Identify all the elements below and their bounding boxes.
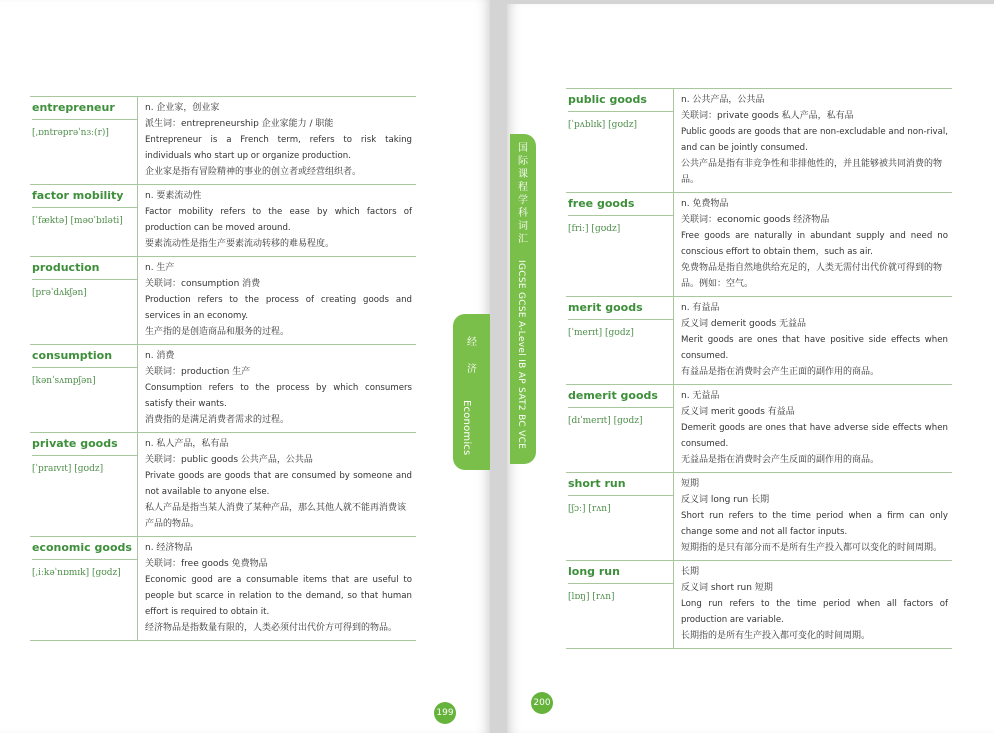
chinese-definition: 要素流动性是指生产要素流动转移的难易程度。 bbox=[145, 239, 335, 249]
phonetic: [prəˈdʌkʃən] bbox=[32, 288, 87, 298]
term-cell bbox=[30, 345, 138, 432]
definition-cell bbox=[674, 385, 952, 472]
phonetic: [kənˈsʌmpʃən] bbox=[32, 376, 96, 386]
english-definition: Entrepreneur is a French term, refers to risk taking individuals who start up or organize production. bbox=[145, 135, 412, 161]
related-word: 关联词：public goods 公共产品，公共品 bbox=[145, 455, 313, 465]
series-char: 词 bbox=[518, 221, 528, 232]
english-definition: Merit goods are ones that have positive side effects when consumed. bbox=[681, 335, 948, 361]
chinese-definition: 消费指的是满足消费者需求的过程。 bbox=[145, 415, 290, 425]
page-number-left: 199 bbox=[434, 702, 456, 724]
definition-cell bbox=[138, 97, 416, 184]
english-definition: Free goods are naturally in abundant supply and need no conscious effort to obtain them，such as air. bbox=[681, 231, 948, 257]
term: merit goods bbox=[568, 301, 674, 320]
glossary-entry bbox=[30, 433, 416, 537]
term-cell bbox=[566, 561, 674, 648]
subject-zh bbox=[460, 329, 484, 383]
phonetic: [ʃɔː] [rʌn] bbox=[568, 504, 611, 514]
term: entrepreneur bbox=[32, 101, 138, 120]
page-number-right: 200 bbox=[531, 692, 553, 714]
definition-cell bbox=[674, 193, 952, 296]
series-zh bbox=[515, 142, 531, 246]
glossary-entry bbox=[30, 96, 416, 185]
english-definition: Factor mobility refers to the ease by which factors of production can be moved around. bbox=[145, 207, 412, 233]
part-of-speech: n. 消费 bbox=[145, 351, 175, 361]
term-cell bbox=[566, 89, 674, 192]
english-definition: Economic good are a consumable items that are useful to people but scarce in relation to the demand, so that human effort is required to obtain it. bbox=[145, 575, 412, 617]
term-cell bbox=[566, 385, 674, 472]
glossary-entry bbox=[30, 257, 416, 345]
part-of-speech: n. 生产 bbox=[145, 263, 175, 273]
definition-cell bbox=[138, 345, 416, 432]
term-cell bbox=[566, 473, 674, 560]
definition-cell bbox=[138, 537, 416, 640]
series-char: 国 bbox=[518, 143, 528, 154]
subject-en: Economics bbox=[461, 400, 472, 456]
phonetic: [ˌɒntrəprəˈnɜː(r)] bbox=[32, 128, 109, 138]
chinese-definition: 企业家是指有冒险精神的事业的创立者或经营组织者。 bbox=[145, 167, 362, 177]
part-of-speech: n. 免费物品 bbox=[681, 199, 729, 209]
term: short run bbox=[568, 477, 674, 496]
chinese-definition: 私人产品是指当某人消费了某种产品，那么其他人就不能再消费该产品的物品。 bbox=[145, 503, 407, 529]
chinese-definition: 无益品是指在消费时会产生反面的副作用的商品。 bbox=[681, 455, 880, 465]
term-cell bbox=[30, 537, 138, 640]
term: free goods bbox=[568, 197, 674, 216]
phonetic: [ˈfæktə] [məʊˈbɪləti] bbox=[32, 216, 123, 226]
related-word: 反义词 long run 长期 bbox=[681, 495, 770, 505]
entries-right bbox=[566, 88, 952, 649]
term: private goods bbox=[32, 437, 138, 456]
definition-cell bbox=[674, 89, 952, 192]
entries-left bbox=[30, 96, 416, 641]
series-char: 程 bbox=[518, 182, 528, 193]
exams-list: IGCSE GCSE A-Level IB AP SAT2 BC VCE bbox=[516, 260, 526, 450]
related-word: 反义词 short run 短期 bbox=[681, 583, 773, 593]
phonetic: [dɪˈmerɪt] [gʊdz] bbox=[568, 416, 643, 426]
term-cell bbox=[566, 297, 674, 384]
chinese-definition: 免费物品是指自然地供给充足的，人类无需付出代价就可得到的物品。例如：空气。 bbox=[681, 263, 943, 289]
english-definition: Private goods are goods that are consumed by someone and not available to anyone else. bbox=[145, 471, 412, 497]
part-of-speech: n. 有益品 bbox=[681, 303, 720, 313]
glossary-entry bbox=[566, 385, 952, 473]
term-cell bbox=[566, 193, 674, 296]
english-definition: Public goods are goods that are non-excludable and non-rival, and can be jointly consumed. bbox=[681, 127, 948, 153]
glossary-entry bbox=[566, 561, 952, 649]
definition-cell bbox=[674, 561, 952, 648]
series-char: 汇 bbox=[518, 234, 528, 245]
glossary-entry bbox=[566, 297, 952, 385]
glossary-entry bbox=[566, 473, 952, 561]
glossary-entry bbox=[30, 537, 416, 641]
term: demerit goods bbox=[568, 389, 674, 408]
definition-cell bbox=[674, 473, 952, 560]
part-of-speech: 长期 bbox=[681, 567, 700, 577]
english-definition: Consumption refers to the process by which consumers satisfy their wants. bbox=[145, 383, 412, 409]
definition-cell bbox=[138, 185, 416, 256]
english-definition: Long run refers to the time period when all factors of production are variable. bbox=[681, 599, 948, 625]
related-word: 关联词：economic goods 经济物品 bbox=[681, 215, 830, 225]
definition-cell bbox=[674, 297, 952, 384]
definition-cell bbox=[138, 257, 416, 344]
part-of-speech: n. 要素流动性 bbox=[145, 191, 202, 201]
chinese-definition: 长期指的是所有生产投入都可变化的时间周期。 bbox=[681, 631, 871, 641]
phonetic: [ˈmerɪt] [gʊdz] bbox=[568, 328, 634, 338]
term: public goods bbox=[568, 93, 674, 112]
series-char: 课 bbox=[518, 169, 528, 180]
term: long run bbox=[568, 565, 674, 584]
chinese-definition: 短期指的是只有部分而不是所有生产投入都可以变化的时间周期。 bbox=[681, 543, 943, 553]
series-tab[interactable] bbox=[510, 134, 536, 464]
english-definition: Short run refers to the time period when a firm can only change some and not all factor inputs. bbox=[681, 511, 948, 537]
term-cell bbox=[30, 433, 138, 536]
chinese-definition: 经济物品是指数量有限的，人类必须付出代价方可得到的物品。 bbox=[145, 623, 398, 633]
related-word: 关联词：consumption 消费 bbox=[145, 279, 261, 289]
phonetic: [ˈpraɪvɪt] [gʊdz] bbox=[32, 464, 104, 474]
term-cell bbox=[30, 257, 138, 344]
subject-char: 济 bbox=[467, 364, 477, 375]
related-word: 关联词：production 生产 bbox=[145, 367, 251, 377]
term: factor mobility bbox=[32, 189, 138, 208]
subject-char: 经 bbox=[467, 337, 477, 348]
english-definition: Production refers to the process of creating goods and services in an economy. bbox=[145, 295, 412, 321]
economics-tab[interactable] bbox=[453, 314, 490, 470]
term: economic goods bbox=[32, 541, 138, 560]
term: production bbox=[32, 261, 138, 280]
chinese-definition: 有益品是指在消费时会产生正面的副作用的商品。 bbox=[681, 367, 880, 377]
phonetic: [ˌiːkəˈnɒmɪk] [gʊdz] bbox=[32, 568, 121, 578]
series-char: 际 bbox=[518, 156, 528, 167]
glossary-entry bbox=[566, 88, 952, 193]
left-page bbox=[0, 0, 490, 733]
series-char: 科 bbox=[518, 208, 528, 219]
chinese-definition: 公共产品是指有非竞争性和非排他性的，并且能够被共同消费的物品。 bbox=[681, 159, 943, 185]
definition-cell bbox=[138, 433, 416, 536]
phonetic: [ˈpʌblɪk] [gʊdz] bbox=[568, 120, 638, 130]
related-word: 派生词：entrepreneurship 企业家能力 / 职能 bbox=[145, 119, 334, 129]
english-definition: Demerit goods are ones that have adverse side effects when consumed. bbox=[681, 423, 948, 449]
related-word: 反义词 merit goods 有益品 bbox=[681, 407, 795, 417]
part-of-speech: n. 经济物品 bbox=[145, 543, 193, 553]
part-of-speech: n. 私人产品，私有品 bbox=[145, 439, 229, 449]
part-of-speech: n. 企业家，创业家 bbox=[145, 103, 220, 113]
glossary-entry bbox=[566, 193, 952, 297]
related-word: 关联词：private goods 私人产品，私有品 bbox=[681, 111, 854, 121]
term-cell bbox=[30, 97, 138, 184]
series-char: 学 bbox=[518, 195, 528, 206]
chinese-definition: 生产指的是创造商品和服务的过程。 bbox=[145, 327, 290, 337]
glossary-entry bbox=[30, 185, 416, 257]
related-word: 关联词：free goods 免费物品 bbox=[145, 559, 268, 569]
part-of-speech: 短期 bbox=[681, 479, 700, 489]
phonetic: [lɒŋ] [rʌn] bbox=[568, 592, 615, 602]
related-word: 反义词 demerit goods 无益品 bbox=[681, 319, 806, 329]
term-cell bbox=[30, 185, 138, 256]
part-of-speech: n. 无益品 bbox=[681, 391, 720, 401]
glossary-entry bbox=[30, 345, 416, 433]
part-of-speech: n. 公共产品，公共品 bbox=[681, 95, 765, 105]
term: consumption bbox=[32, 349, 138, 368]
phonetic: [friː] [gʊdz] bbox=[568, 224, 621, 234]
